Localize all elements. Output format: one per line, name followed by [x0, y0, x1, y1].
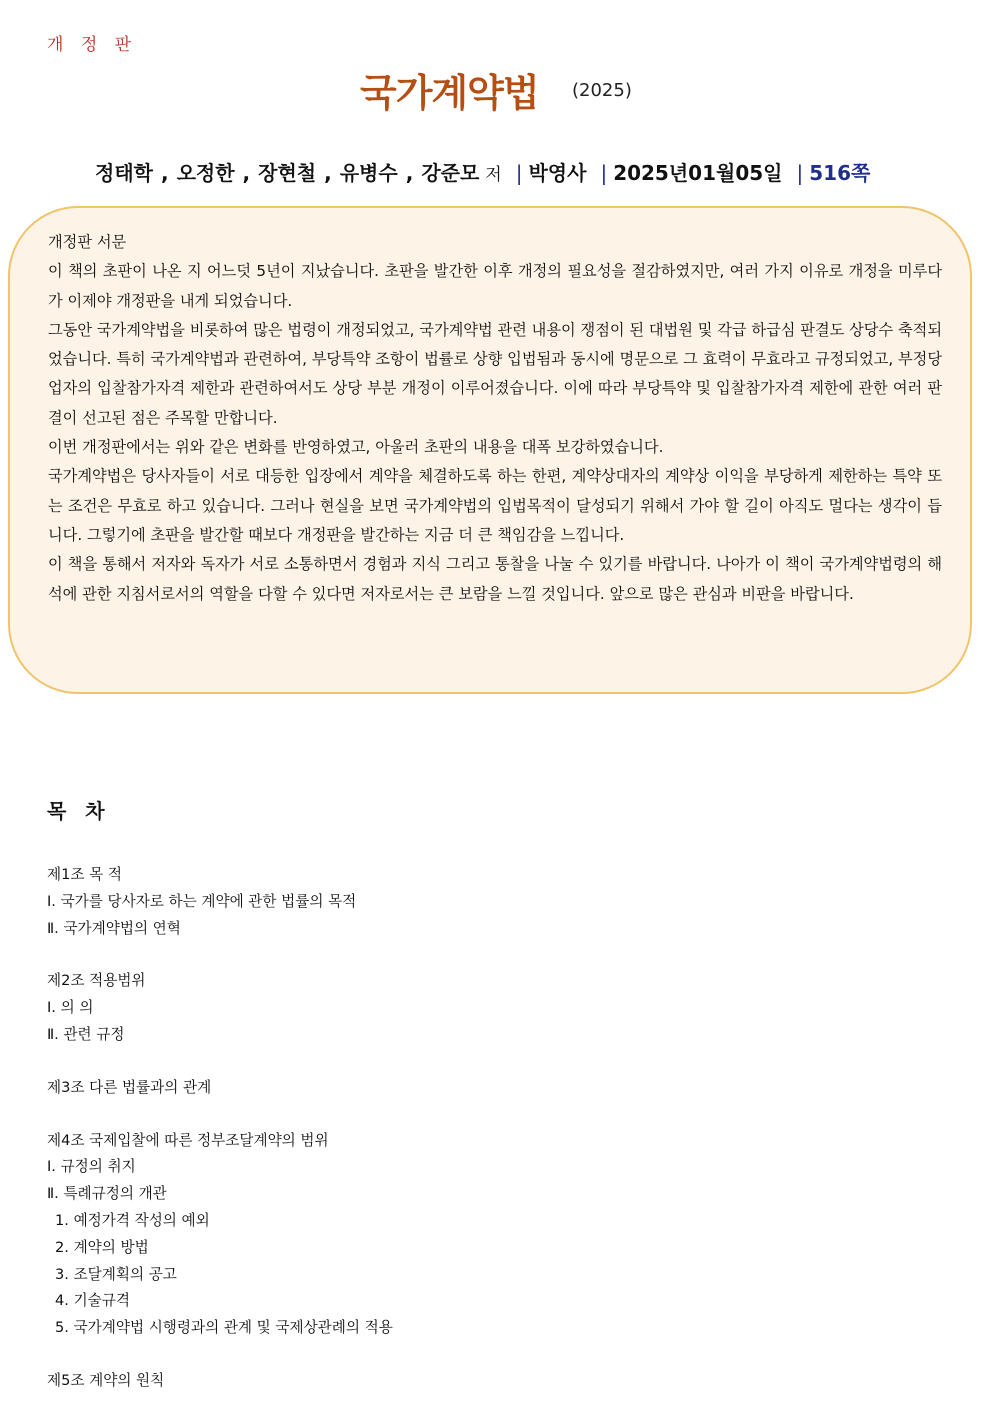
- toc-item[interactable]: Ⅱ. 국가계약법의 연혁: [47, 919, 181, 937]
- toc-article[interactable]: 제3조 다른 법률과의 관계: [47, 1078, 212, 1096]
- toc-article[interactable]: 제1조 목 적: [47, 866, 122, 883]
- publish-date: 2025년01월05일: [613, 161, 783, 185]
- toc-section: [47, 862, 947, 942]
- preface-paragraph: 국가계약법은 당사자들이 서로 대등한 입장에서 계약을 체결하도록 하는 한편, 계약상대자의 계약상 이익을 부당하게 제한하는 특약 또는 조건은 무효로 하고 있습니다. 그러나 현실을 보면 국가계약법의 입법목적이 달성되기 위해서 가야 할 길이 아직도 멀다는 생각이 듭니다. 그렇기에 초판을 발간할 때보다 개정판을 발간하는 지금 더 큰 책임감을 느낍니다.: [48, 467, 942, 544]
- preface-paragraph: 이번 개정판에서는 위와 같은 변화를 반영하였고, 아울러 초판의 내용을 대폭 보강하였습니다.: [48, 438, 664, 457]
- author: 정태학: [95, 161, 153, 185]
- toc-item[interactable]: Ⅱ. 관련 규정: [47, 1025, 125, 1043]
- toc-section: [47, 1368, 947, 1395]
- preface-paragraph: 이 책의 초판이 나온 지 어느덧 5년이 지났습니다. 초판을 발간한 이후 개정의 필요성을 절감하였지만, 여러 가지 이유로 개정을 미루다가 이제야 개정판을 내게 되었습니다.: [48, 262, 942, 310]
- preface-heading: 개정판 서문: [48, 233, 127, 251]
- toc-subitem[interactable]: 3. 조달계획의 공고: [55, 1265, 177, 1283]
- toc-section: [47, 1075, 947, 1102]
- page-count: 516쪽: [809, 161, 871, 185]
- toc-section: [47, 968, 947, 1048]
- preface-paragraph: 이 책을 통해서 저자와 독자가 서로 소통하면서 경험과 지식 그리고 통찰을 나눌 수 있기를 바랍니다. 나아가 이 책이 국가계약법령의 해석에 관한 지침서로서의 역할을 다할 수 있다면 저자로서는 큰 보람을 느낄 것입니다. 앞으로 많은 관심과 비판을 바랍니다.: [48, 555, 942, 603]
- table-of-contents: [47, 862, 947, 1395]
- edition-label: 개 정 판: [47, 35, 138, 55]
- toc-subitem[interactable]: 4. 기술규격: [55, 1292, 130, 1310]
- author: 오정한: [176, 161, 235, 185]
- toc-item[interactable]: Ⅱ. 특례규정의 개관: [47, 1185, 167, 1203]
- author: 장현철: [258, 161, 317, 185]
- preface-paragraph: 그동안 국가계약법을 비롯하여 많은 법령이 개정되었고, 국가계약법 관련 내용이 쟁점이 된 대법원 및 각급 하급심 판결도 상당수 축적되었습니다. 특히 국가계약법과 관련하여, 부당특약 조항이 법률로 상향 입법됨과 동시에 명문으로 그 효력이 무효라고 규정되었고, 부정당업자의 입찰참가자격 제한과 관련하여서도 상당 부분 개정이 이루어졌습니다. 이에 따라 부당특약 및 입찰참가자격 제한에 관한 여러 판결이 선고된 점은 주목할 만합니다.: [48, 320, 942, 427]
- toc-subitem[interactable]: 2. 계약의 방법: [55, 1238, 149, 1256]
- book-meta: 정태학 , 오정한 , 장현철 , 유병수 , 강준모 저 | 박영사 | 2025년01월05일 | 516쪽: [95, 161, 871, 185]
- toc-article[interactable]: 제2조 적용범위: [47, 972, 146, 990]
- toc-subitem[interactable]: 5. 국가계약법 시행령과의 관계 및 국제상관례의 적용: [55, 1319, 393, 1337]
- title-row: [0, 60, 992, 120]
- book-title: 국가계약법: [360, 71, 539, 115]
- publisher: 박영사: [528, 161, 587, 185]
- toc-heading: 목 차: [47, 799, 111, 823]
- toc-subitem[interactable]: 1. 예정가격 작성의 예외: [55, 1211, 210, 1229]
- toc-article[interactable]: 제4조 국제입찰에 따른 정부조달계약의 범위: [47, 1131, 329, 1149]
- toc-item[interactable]: Ⅰ. 국가를 당사자로 하는 계약에 관한 법률의 목적: [47, 892, 357, 910]
- author: 유병수: [339, 161, 398, 185]
- author: 강준모: [421, 161, 480, 185]
- author-suffix: 저: [485, 165, 502, 185]
- separator: |: [796, 161, 804, 185]
- toc-item[interactable]: Ⅰ. 규정의 취지: [47, 1158, 136, 1176]
- preface-box: [8, 206, 972, 694]
- toc-article[interactable]: 제5조 계약의 원칙: [47, 1371, 165, 1389]
- book-year: (2025): [572, 80, 632, 101]
- separator: |: [515, 161, 523, 185]
- toc-section: [47, 1128, 947, 1342]
- toc-item[interactable]: Ⅰ. 의 의: [47, 999, 94, 1017]
- separator: |: [600, 161, 608, 185]
